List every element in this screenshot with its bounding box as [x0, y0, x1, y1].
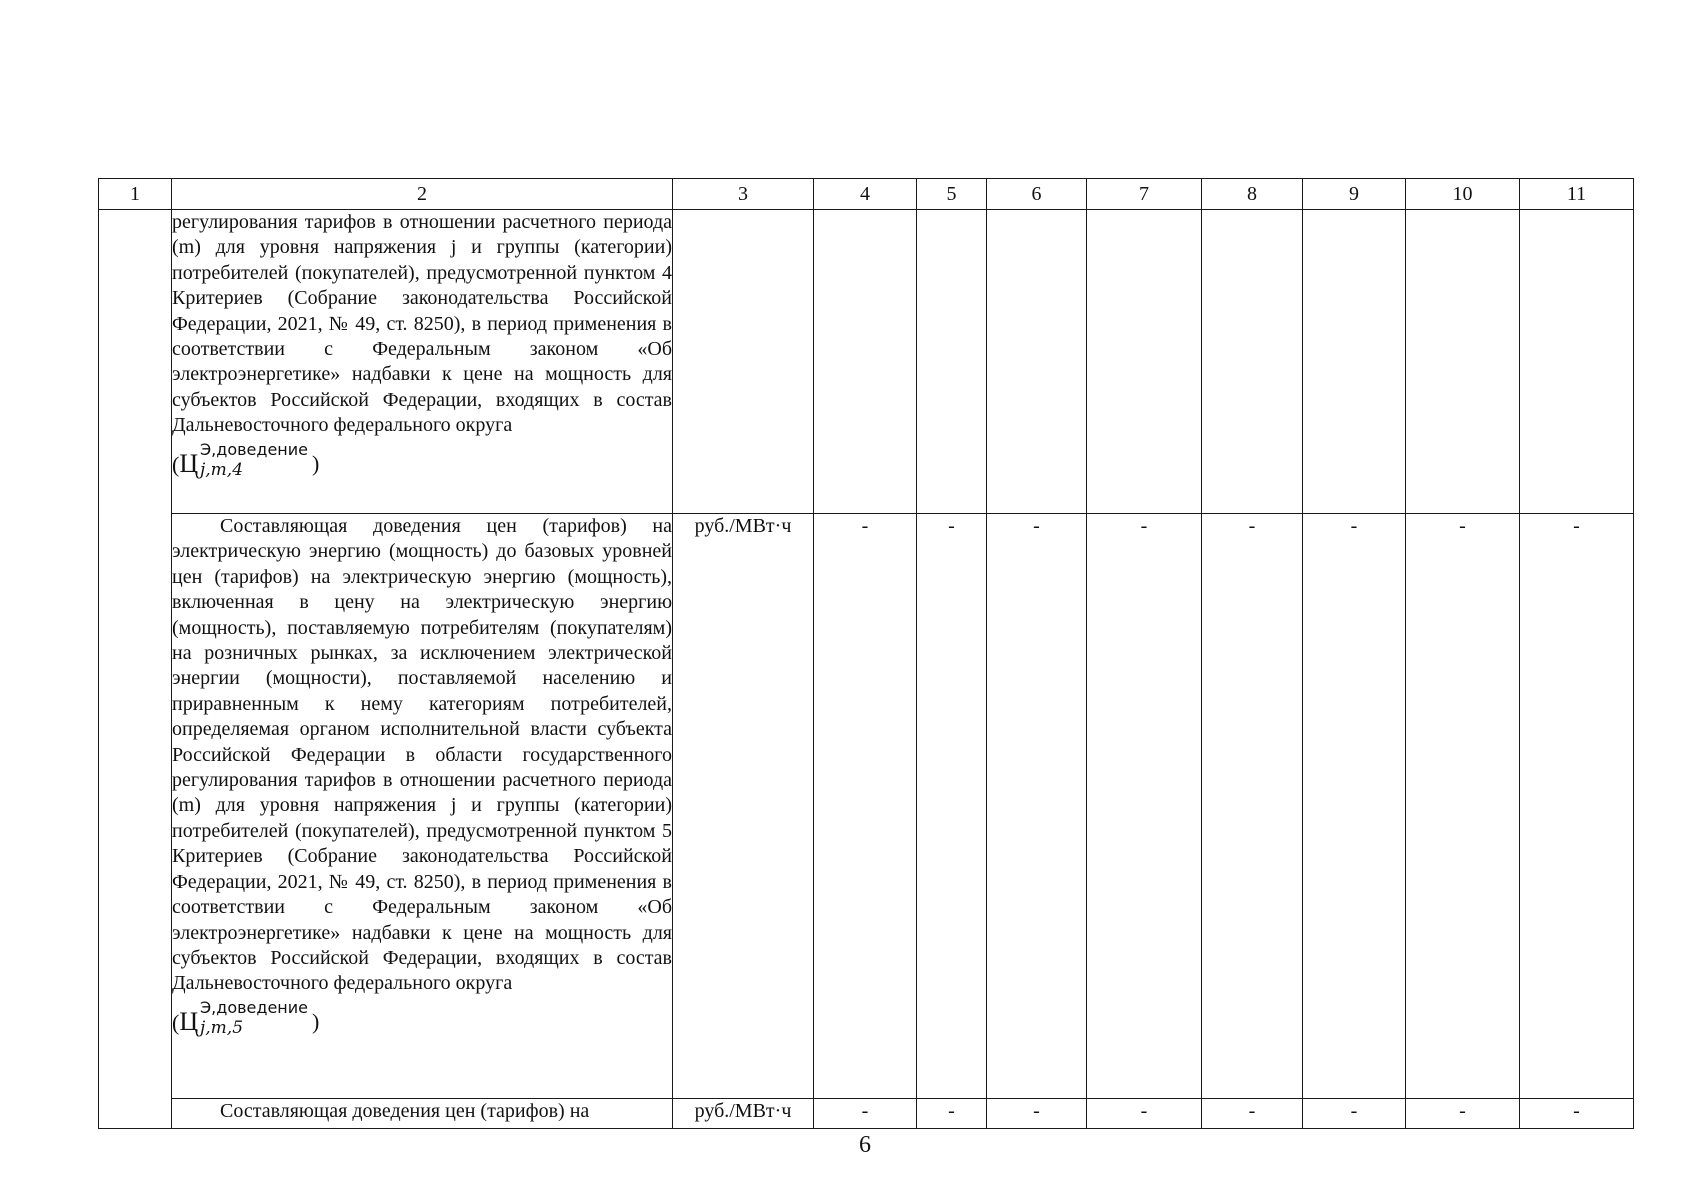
value-cell — [1406, 210, 1520, 514]
page-number: 6 — [859, 1132, 871, 1158]
value-cell: - — [1202, 514, 1303, 1099]
table-row — [99, 210, 1634, 514]
tariff-table — [98, 178, 1634, 1129]
table-row — [99, 514, 1634, 1099]
column-header: 6 — [987, 179, 1087, 210]
column-header: 10 — [1406, 179, 1520, 210]
value-cell: - — [1520, 1099, 1634, 1129]
price-formula: (Ц Э,доведение j,m,5 ) — [172, 997, 320, 1038]
description-text: Составляющая доведения цен (тарифов) на — [220, 1100, 590, 1122]
row-number-cell — [99, 210, 172, 1129]
value-cell: - — [1406, 514, 1520, 1099]
description-text: регулирования тарифов в отношении расчетного периода (m) для уровня напряжения j и группы (категории) потребителей (покупателей), предусмотренной пунктом 4 Критериев (Собрание законодательства Российской Федерации, 2021, № 49, ст. 8250), в период применения в соответствии с Федеральным законом «Об электроэнергетике» надбавки к цене на мощность для субъектов Российской Федерации, входящих в состав Дальневосточного федерального округа — [172, 211, 673, 437]
column-header: 5 — [917, 179, 987, 210]
value-cell: - — [1202, 1099, 1303, 1129]
value-cell: - — [1087, 514, 1202, 1099]
value-cell — [1087, 210, 1202, 514]
column-number-header-row — [99, 179, 1634, 210]
column-header: 7 — [1087, 179, 1202, 210]
value-cell: - — [1087, 1099, 1202, 1129]
value-cell: - — [987, 514, 1087, 1099]
description-cell — [172, 514, 673, 1099]
description-cell — [172, 210, 673, 514]
column-header: 1 — [99, 179, 172, 210]
column-header: 8 — [1202, 179, 1303, 210]
unit-cell: руб./МВт·ч — [673, 1099, 814, 1129]
description-text: Составляющая доведения цен (тарифов) на электрическую энергию (мощность) до базовых уровней цен (тарифов) на электрическую энергию (мощность), включенная в цену на электрическую энергию (мощность), поставляемую потребителям (покупателям) на розничных рынках, за исключением электрической энергии (мощности), поставляемой населению и приравненным к нему категориям потребителей, определяемая органом исполнительной власти субъекта Российской Федерации в области государственного регулирования тарифов в отношении расчетного периода (m) для уровня напряжения j и группы (категории) потребителей (покупателей), предусмотренной пунктом 5 Критериев (Собрание законодательства Российской Федерации, 2021, № 49, ст. 8250), в период применения в соответствии с Федеральным законом «Об электроэнергетике» надбавки к цене на мощность для субъектов Российской Федерации, входящих в состав Дальневосточного федерального округа — [172, 515, 673, 995]
value-cell: - — [814, 1099, 917, 1129]
value-cell — [917, 210, 987, 514]
value-cell — [814, 210, 917, 514]
value-cell: - — [1303, 1099, 1406, 1129]
value-cell — [1520, 210, 1634, 514]
value-cell: - — [1406, 1099, 1520, 1129]
table-row — [99, 1099, 1634, 1129]
column-header: 2 — [172, 179, 673, 210]
value-cell: - — [987, 1099, 1087, 1129]
column-header: 4 — [814, 179, 917, 210]
value-cell: - — [917, 1099, 987, 1129]
value-cell — [1202, 210, 1303, 514]
column-header: 9 — [1303, 179, 1406, 210]
value-cell — [987, 210, 1087, 514]
value-cell: - — [1520, 514, 1634, 1099]
price-formula: (Ц Э,доведение j,m,4 ) — [172, 439, 320, 480]
value-cell — [1303, 210, 1406, 514]
column-header: 3 — [673, 179, 814, 210]
value-cell: - — [917, 514, 987, 1099]
value-cell: - — [1303, 514, 1406, 1099]
description-cell — [172, 1099, 673, 1129]
unit-cell: руб./МВт·ч — [673, 514, 814, 1099]
value-cell: - — [814, 514, 917, 1099]
column-header: 11 — [1520, 179, 1634, 210]
unit-cell — [673, 210, 814, 514]
